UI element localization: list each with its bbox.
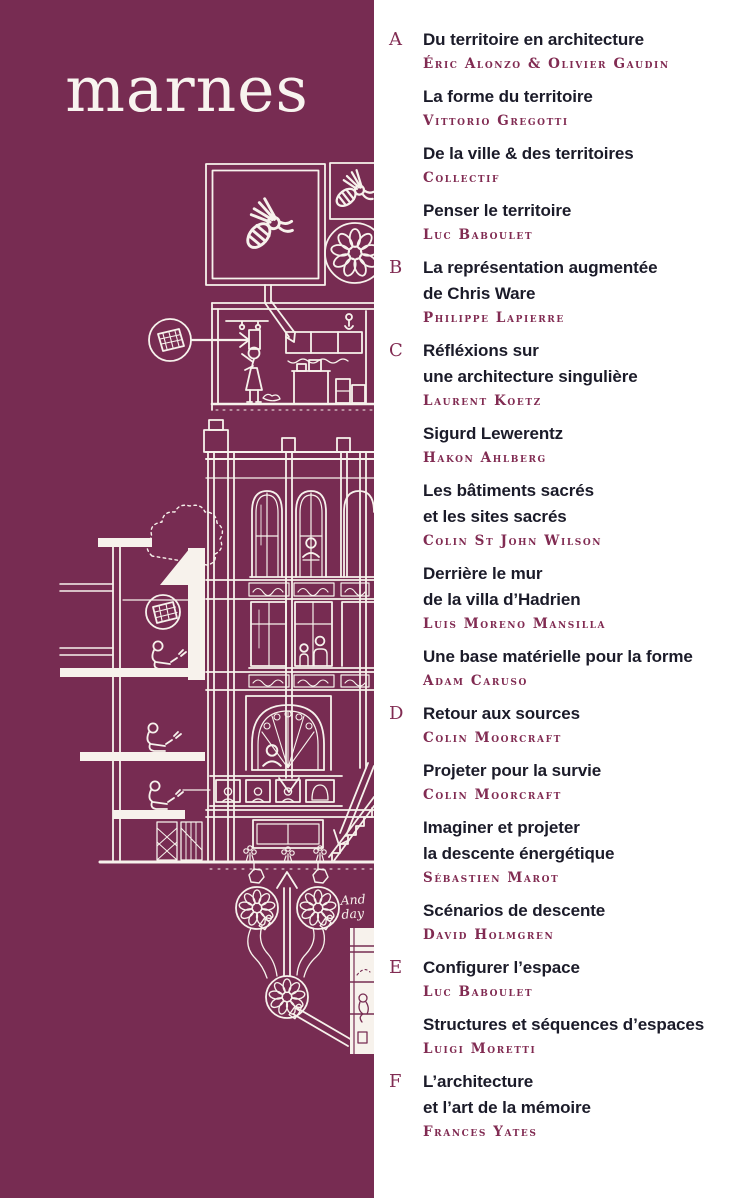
article-author: Sébastien Marot [423, 870, 560, 886]
article-title [423, 141, 634, 167]
section-letter [389, 758, 423, 803]
article-author: Colin Moorcraft [423, 730, 562, 746]
article-title-line: Projeter pour la survie [423, 761, 602, 780]
toc-item [389, 701, 736, 746]
article-author: Éric Alonzo & Olivier Gaudin [423, 56, 670, 72]
handwritten-note-line: And [339, 891, 367, 908]
toc-item [389, 815, 736, 886]
section-letter: F [389, 1071, 402, 1092]
article-author: Collectif [423, 170, 500, 186]
section-letter: A [389, 29, 402, 50]
section-letter: D [389, 703, 404, 724]
section-letter [389, 478, 423, 549]
article-title-line: Imaginer et projeter [423, 818, 580, 837]
article-title [423, 955, 580, 981]
article-title-line: une architecture singulière [423, 367, 638, 386]
bee-frame [206, 164, 325, 285]
toc-item [389, 561, 736, 632]
article-title-line: la descente énergétique [423, 844, 615, 863]
shopfront [244, 820, 326, 862]
toc-item-body [423, 1069, 591, 1140]
article-title [423, 478, 602, 530]
article-title-line: et l’art de la mémoire [423, 1098, 591, 1117]
article-author: Colin St John Wilson [423, 533, 603, 549]
toc-item-body [423, 1012, 704, 1057]
article-author: Adam Caruso [423, 673, 528, 689]
section-letter [389, 141, 423, 186]
handwritten-note-line: day [340, 905, 365, 922]
toc-item [389, 1012, 736, 1057]
toc-item-body [423, 701, 580, 746]
article-author: Vittorio Gregotti [423, 113, 569, 129]
article-author: Colin Moorcraft [423, 787, 562, 803]
left-building-section [60, 505, 222, 860]
article-author: Hakon Ahlberg [423, 450, 547, 466]
article-title [423, 1012, 704, 1038]
article-author: Frances Yates [423, 1124, 538, 1140]
article-title [423, 815, 614, 867]
toc-item [389, 255, 736, 326]
section-letter [389, 198, 423, 243]
toc-item-body [423, 198, 571, 243]
article-title-line: Sigurd Lewerentz [423, 424, 564, 443]
stairs [329, 763, 374, 862]
section-letter: C [389, 340, 403, 361]
toc-item-body [423, 955, 580, 1000]
toc-item [389, 898, 736, 943]
article-title-line: de Chris Ware [423, 284, 536, 303]
article-author: Laurent Koetz [423, 393, 542, 409]
article-author: Luigi Moretti [423, 1041, 537, 1057]
article-title-line: Retour aux sources [423, 704, 580, 723]
article-title [423, 758, 601, 784]
article-title-line: La représentation augmentée [423, 258, 658, 277]
toc-item-body [423, 84, 593, 129]
article-title-line: et les sites sacrés [423, 507, 567, 526]
section-letter [389, 1012, 423, 1057]
fan-window [246, 696, 331, 770]
interior-room [212, 303, 374, 410]
section-letter [389, 815, 423, 886]
dust-chute [265, 285, 295, 342]
article-title [423, 644, 693, 670]
article-author: David Holmgren [423, 927, 555, 943]
toc-item-body [423, 644, 693, 689]
handwritten-note [340, 892, 367, 922]
toc-item [389, 27, 736, 72]
standing-figure [242, 348, 262, 403]
article-title [423, 561, 606, 613]
article-title [423, 1069, 591, 1121]
toc-item-body [423, 338, 638, 409]
article-author: Luis Moreno Mansilla [423, 616, 607, 632]
toc-item [389, 478, 736, 549]
toc-item-body [423, 898, 605, 943]
article-title [423, 255, 657, 307]
toc-item [389, 421, 736, 466]
article-title [423, 338, 638, 390]
flower-medallion [325, 223, 374, 283]
toc-item [389, 84, 736, 129]
article-title-line: Une base matérielle pour la forme [423, 647, 693, 666]
article-title-line: Du territoire en architecture [423, 30, 644, 49]
article-title-line: Structures et séquences d’espaces [423, 1015, 705, 1034]
article-author: Luc Baboulet [423, 227, 534, 243]
arrow-up-icon [277, 872, 297, 976]
table-of-contents [374, 0, 742, 1198]
toc-item [389, 644, 736, 689]
article-title-line: L’architecture [423, 1072, 534, 1091]
article-title [423, 27, 670, 53]
article-title-line: Derrière le mur [423, 564, 543, 583]
section-letter [389, 84, 423, 129]
article-title-line: La forme du territoire [423, 87, 593, 106]
journal-wordmark: marnes [65, 53, 309, 126]
toc-item-body [423, 815, 614, 886]
toc-item [389, 955, 736, 1000]
kneeling-figure [147, 723, 181, 751]
article-title [423, 198, 571, 224]
toc-item-body [423, 478, 602, 549]
article-author: Luc Baboulet [423, 984, 534, 1000]
toc-item-body [423, 421, 563, 466]
section-letter: B [389, 257, 403, 278]
section-letter [389, 898, 423, 943]
toc-item [389, 758, 736, 803]
arched-windows [250, 491, 374, 577]
article-title [423, 898, 605, 924]
article-title [423, 701, 580, 727]
portrait-frames [183, 776, 342, 806]
cornice [204, 420, 374, 478]
toc-item-body [423, 255, 657, 326]
toc-list [389, 27, 736, 1140]
article-title-line: Scénarios de descente [423, 901, 606, 920]
relief-frieze [206, 580, 374, 599]
article-title-line: Les bâtiments sacrés [423, 481, 594, 500]
article-title-line: De la ville & des territoires [423, 144, 634, 163]
article-title [423, 421, 563, 447]
rosette-wheels [236, 862, 352, 1046]
upper-windows [249, 602, 374, 668]
relief-frieze-2 [206, 672, 374, 690]
toc-item-body [423, 27, 670, 72]
article-title-line: de la villa d’Hadrien [423, 590, 581, 609]
kneeling-figure [152, 641, 186, 669]
article-title [423, 84, 593, 110]
toc-item-body [423, 758, 601, 803]
article-title-line: Penser le territoire [423, 201, 572, 220]
toc-item [389, 1069, 736, 1140]
toc-item [389, 338, 736, 409]
article-title-line: Configurer l’espace [423, 958, 580, 977]
toc-item-body [423, 141, 634, 186]
section-letter [389, 644, 423, 689]
article-author: Philippe Lapierre [423, 310, 565, 326]
section-letter [389, 421, 423, 466]
toc-item [389, 198, 736, 243]
toc-item [389, 141, 736, 186]
section-letter [389, 561, 423, 632]
section-letter: E [389, 957, 403, 978]
kneeling-figure [149, 781, 183, 809]
toc-item-body [423, 561, 606, 632]
bee-frame-small [328, 163, 374, 219]
side-room-strip [350, 928, 374, 1054]
article-title-line: Réfléxions sur [423, 341, 539, 360]
